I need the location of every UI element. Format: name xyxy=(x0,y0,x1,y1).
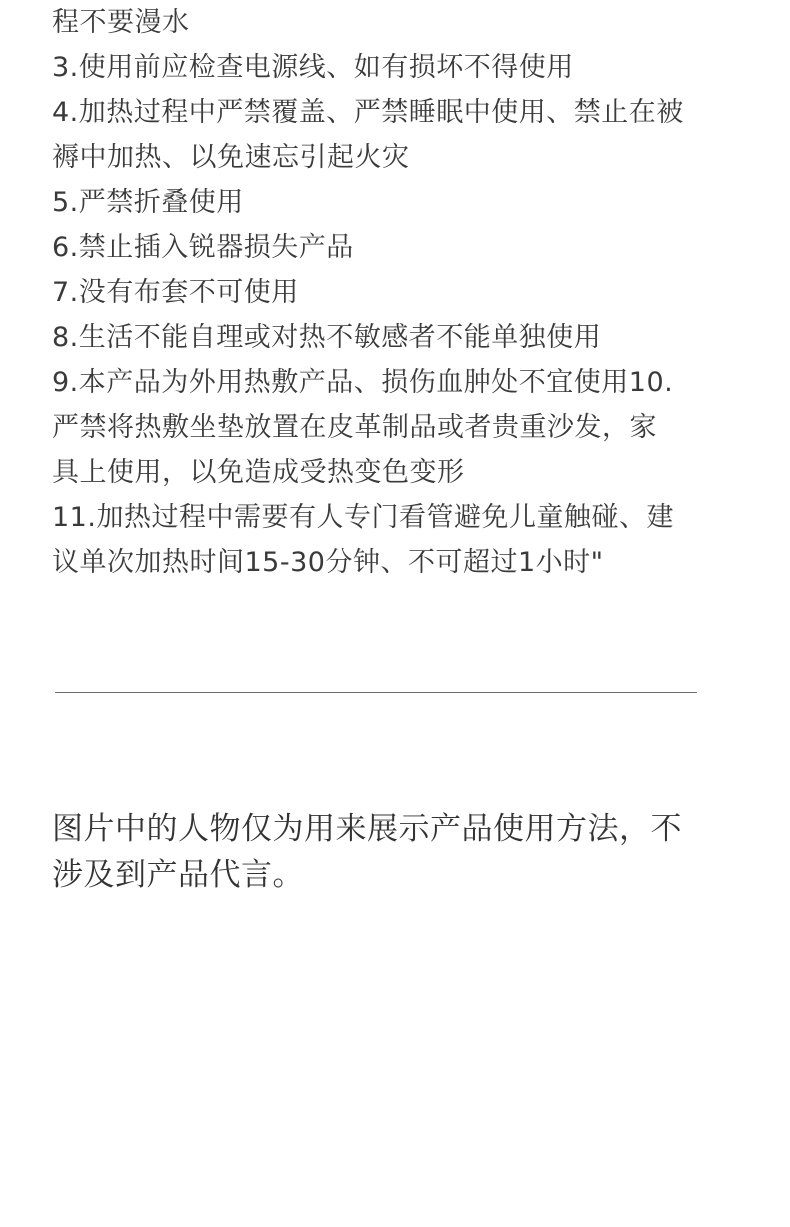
note-line: 9.本产品为外用热敷产品、损伤血肿处不宜使用10. xyxy=(52,367,674,398)
note-line: 程不要漫水 xyxy=(52,7,190,38)
usage-notes xyxy=(52,0,732,585)
disclaimer-line: 涉及到产品代言。 xyxy=(52,857,304,893)
note-line: 3.使用前应检查电源线、如有损坏不得使用 xyxy=(52,52,574,83)
note-line: 11.加热过程中需要有人专门看管避免儿童触碰、建 xyxy=(52,502,674,533)
note-line: 议单次加热时间15-30分钟、不可超过1小时" xyxy=(52,547,604,578)
note-line: 4.加热过程中严禁覆盖、严禁睡眠中使用、禁止在被 xyxy=(52,97,684,128)
note-line: 5.严禁折叠使用 xyxy=(52,187,244,218)
note-line: 严禁将热敷坐垫放置在皮革制品或者贵重沙发，家 xyxy=(52,412,657,443)
note-line: 褥中加热、以免速忘引起火灾 xyxy=(52,142,410,173)
note-line: 7.没有布套不可使用 xyxy=(52,277,299,308)
section-divider xyxy=(55,692,697,693)
disclaimer-line: 图片中的人物仅为用来展示产品使用方法，不 xyxy=(52,811,682,847)
disclaimer-text xyxy=(52,806,732,898)
note-line: 8.生活不能自理或对热不敏感者不能单独使用 xyxy=(52,322,602,353)
note-line: 具上使用，以免造成受热变色变形 xyxy=(52,457,465,488)
note-line: 6.禁止插入锐器损失产品 xyxy=(52,232,354,263)
